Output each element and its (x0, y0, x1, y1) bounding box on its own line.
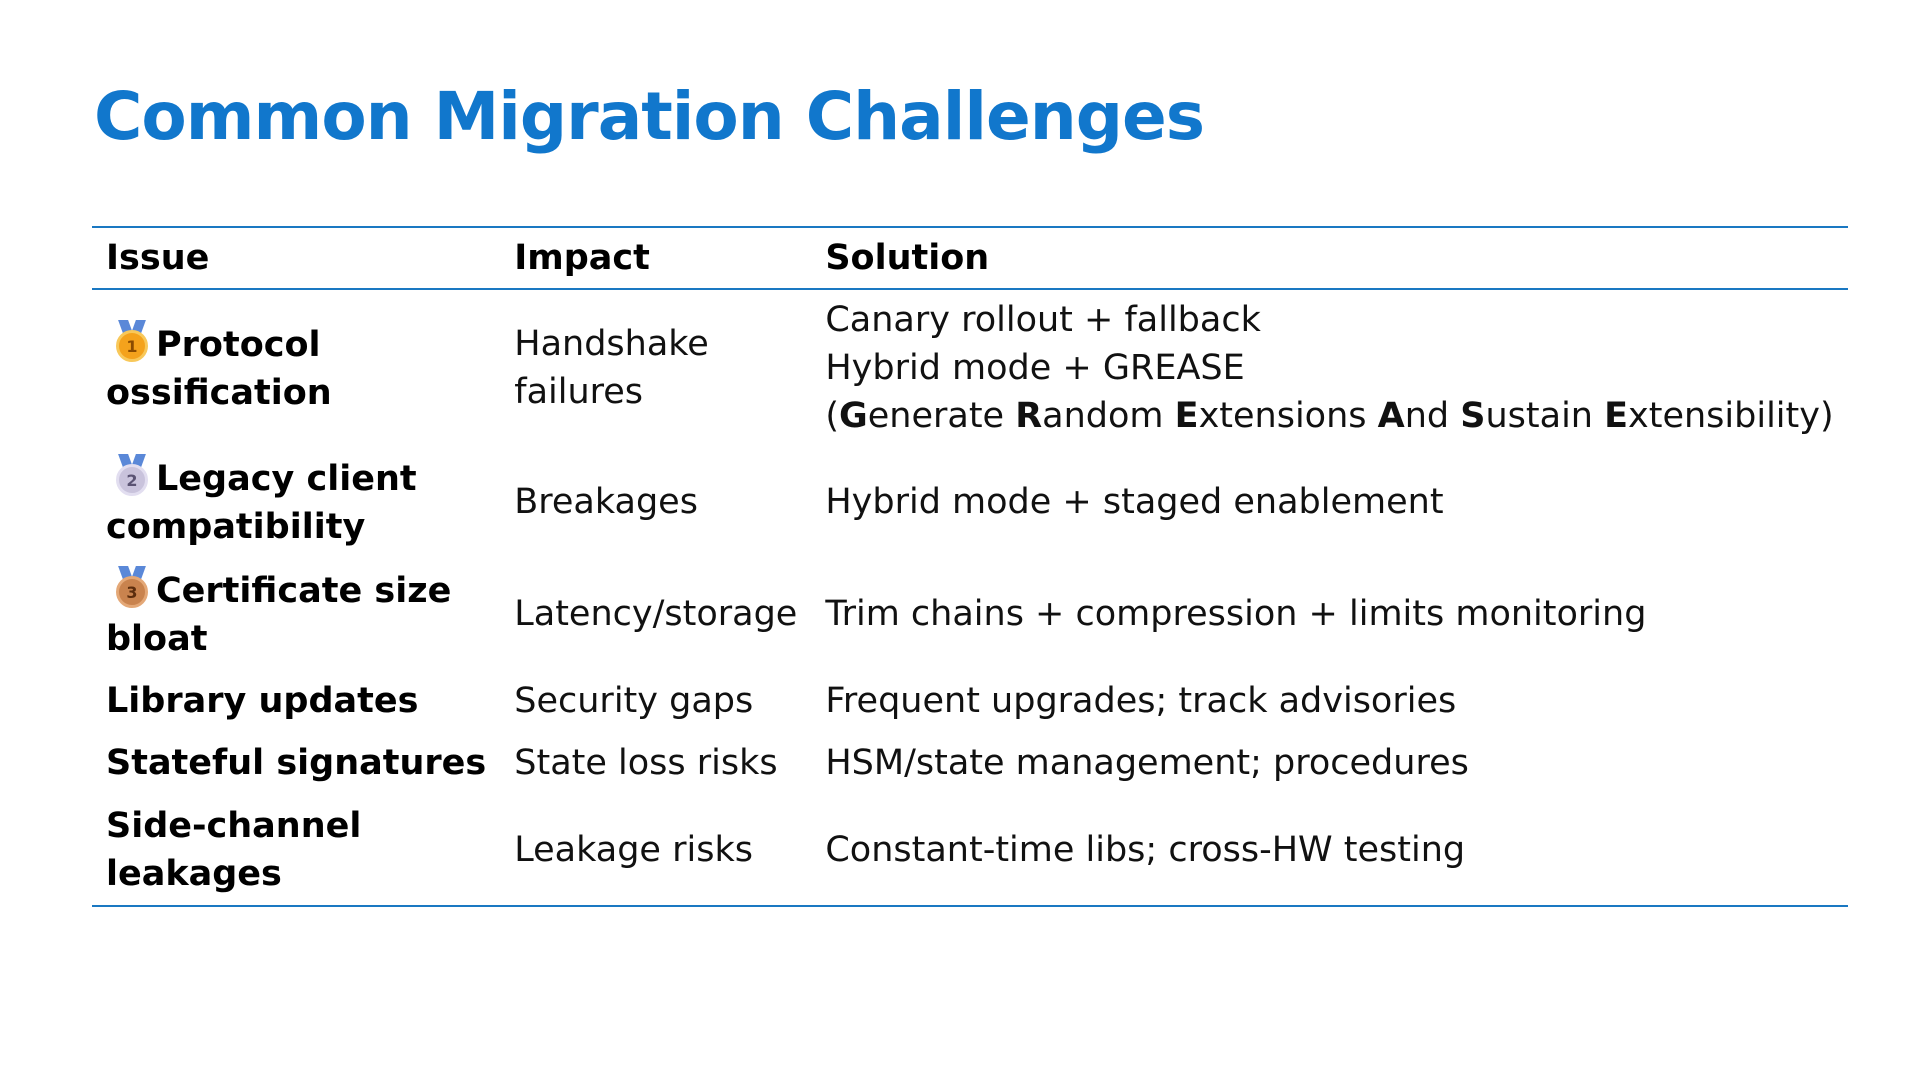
header-issue: Issue (92, 227, 500, 289)
silver-medal-icon: 2 (114, 454, 150, 496)
issue-cell (92, 446, 500, 558)
impact-text: Handshake (514, 324, 709, 364)
table-row (92, 289, 1848, 446)
impact-cell: Breakages (514, 482, 698, 522)
solution-cell: Trim chains + compression + limits monitoring (825, 594, 1647, 634)
challenges-table (92, 226, 1848, 907)
issue-text: compatibility (106, 506, 366, 547)
impact-text: failures (514, 372, 644, 412)
impact-cell: State loss risks (514, 743, 778, 783)
header-impact: Impact (500, 227, 811, 289)
table-row (92, 558, 1848, 670)
bronze-medal-icon: 3 (114, 566, 150, 608)
grease-expansion: (Generate Random Extensions And Sustain Extensibility) (825, 396, 1834, 436)
issue-text: bloat (106, 618, 208, 659)
issue-text: Protocol (156, 324, 321, 365)
table-row (92, 794, 1848, 906)
solution-cell: HSM/state management; procedures (825, 743, 1469, 783)
issue-cell: Stateful signatures (106, 743, 487, 783)
header-solution: Solution (811, 227, 1847, 289)
page-title: Common Migration Challenges (94, 78, 1204, 155)
issue-text: Legacy client (156, 458, 417, 499)
solution-cell: Constant-time libs; cross-HW testing (825, 829, 1466, 870)
issue-cell: Library updates (106, 681, 419, 721)
impact-cell: Security gaps (514, 681, 754, 721)
impact-cell (500, 289, 811, 446)
issue-text: ossification (106, 372, 332, 413)
solution-cell: Frequent upgrades; track advisories (825, 681, 1457, 721)
solution-text: Canary rollout + fallback (825, 300, 1261, 340)
solution-text: Hybrid mode + GREASE (825, 348, 1245, 388)
issue-cell (92, 289, 500, 446)
issue-cell (92, 794, 500, 906)
table-header-row (92, 227, 1848, 289)
issue-text: Side-channel (106, 805, 362, 846)
issue-text: leakages (106, 853, 282, 894)
table-row (92, 446, 1848, 558)
table-row (92, 670, 1848, 732)
table-row (92, 732, 1848, 794)
solution-cell (811, 289, 1847, 446)
impact-cell: Latency/storage (514, 594, 798, 634)
gold-medal-icon: 1 (114, 320, 150, 362)
issue-cell (92, 558, 500, 670)
impact-cell: Leakage risks (514, 829, 753, 870)
issue-text: Certificate size (156, 570, 452, 611)
solution-cell: Hybrid mode + staged enablement (825, 482, 1444, 522)
